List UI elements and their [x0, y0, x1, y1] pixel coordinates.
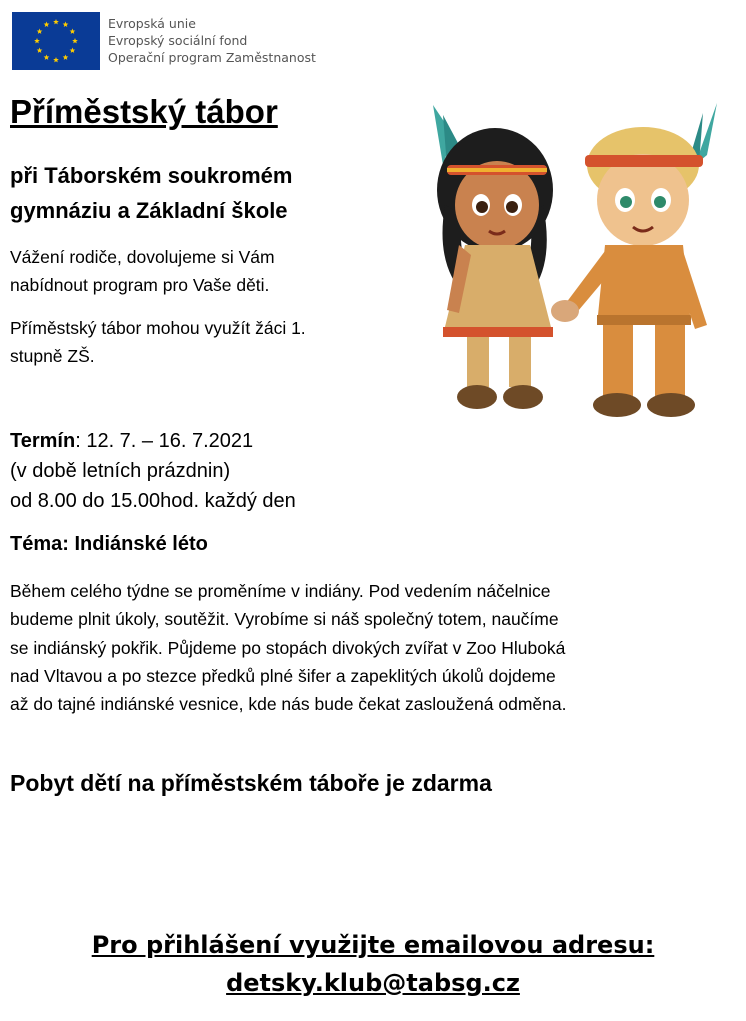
subtitle-line-1: při Táborském soukromém [10, 163, 293, 188]
term-line-3: od 8.00 do 15.00hod. každý den [10, 490, 296, 512]
theme-line [10, 533, 208, 556]
intro-paragraph [10, 243, 275, 299]
description-line-4: nad Vltavou a po stezce předků plné šifer a zapeklitých úkolů dojdeme [10, 665, 556, 686]
description-line-2: budeme plnit úkoly, soutěžit. Vyrobíme si náš společný totem, naučíme [10, 609, 559, 630]
term-block [10, 426, 296, 516]
subtitle-line-2: gymnáziu a Základní škole [10, 198, 288, 223]
free-note: Pobyt dětí na příměstském táboře je zdarma [10, 770, 492, 796]
term-line [10, 426, 296, 456]
theme-label: Téma [10, 533, 63, 555]
boy-figure [563, 103, 717, 417]
description-line-1: Během celého týdne se proměníme v indiány. Pod vedením náčelnice [10, 581, 551, 601]
eligibility-line-1: Příměstský tábor mohou využít žáci 1. [10, 318, 306, 338]
eu-line-3: Operační program Zaměstnanost [108, 50, 316, 65]
page-title: Příměstský tábor [10, 93, 278, 130]
contact-block [0, 926, 746, 1002]
contact-email[interactable]: detsky.klub@tabsg.cz [226, 969, 520, 997]
term-line-2: (v době letních prázdnin) [10, 460, 231, 482]
term-value: : 12. 7. – 16. 7.2021 [75, 430, 254, 452]
term-label: Termín [10, 430, 76, 452]
contact-line: Pro přihlášení využijte emailovou adresu: [91, 931, 655, 959]
indian-kids-illustration [425, 95, 725, 425]
intro-line-1: Vážení rodiče, dovolujeme si Vám [10, 247, 275, 267]
girl-figure [433, 105, 553, 409]
description-line-3: se indiánský pokřik. Půjdeme po stopách divokých zvířat v Zoo Hluboká [10, 637, 566, 658]
eu-line-2: Evropský sociální fond [108, 33, 248, 48]
intro-line-2: nabídnout program pro Vaše děti. [10, 275, 270, 295]
description-line-5: až do tajné indiánské vesnice, kde nás bude čekat zasloužená odměna. [10, 694, 567, 715]
eligibility-line-2: stupně ZŠ. [10, 346, 95, 366]
eligibility-paragraph [10, 314, 306, 370]
eu-header-text [108, 15, 316, 66]
subtitle [10, 158, 292, 228]
description-paragraph [10, 577, 566, 718]
theme-value: : Indiánské léto [62, 533, 208, 555]
eu-line-1: Evropská unie [108, 16, 196, 31]
eu-flag-icon [12, 12, 100, 70]
